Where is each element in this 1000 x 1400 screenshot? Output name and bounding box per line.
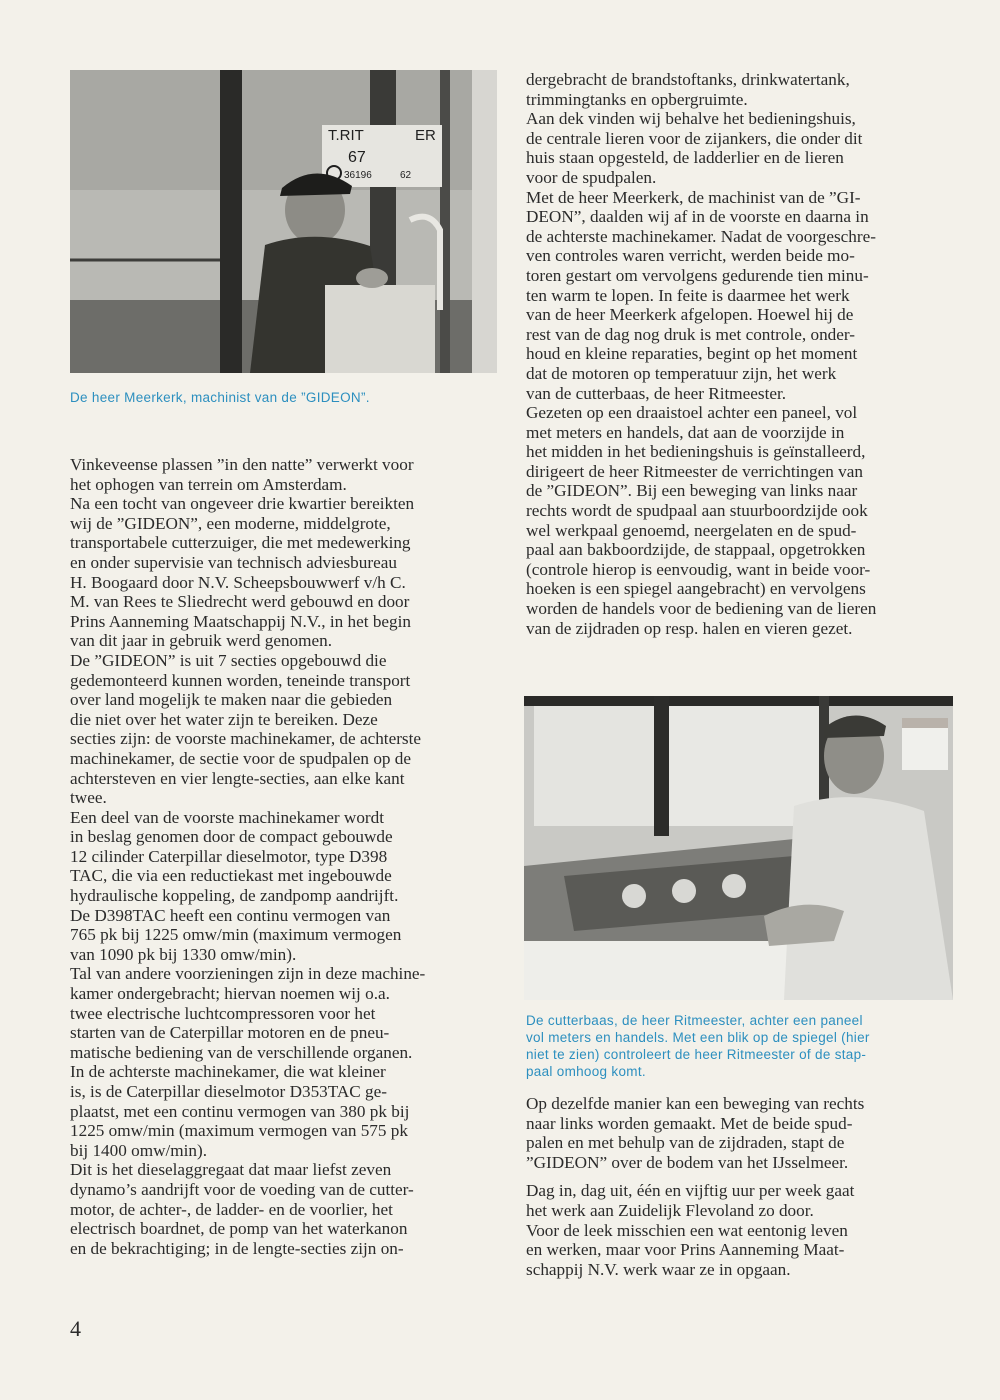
text-line: Tal van andere voorzieningen zijn in deze machine- <box>70 964 426 984</box>
text-line: die niet over het water zijn te bereiken. Deze <box>70 709 378 729</box>
text-line: H. Boogaard door N.V. Scheepsbouwwerf v/h C. <box>70 572 406 592</box>
text-line: worden de handels voor de bediening van de lieren <box>526 599 877 619</box>
text-line: over land mogelijk te maken naar die gebieden <box>70 690 393 710</box>
text-line: het midden in het bedieningshuis is geïnstalleerd, <box>526 442 866 462</box>
text-line: hoeken is een spiegel aangebracht) en vervolgens <box>526 579 866 599</box>
board-text-5: 62 <box>400 170 412 181</box>
photo-cutterbaas-image <box>524 696 953 1000</box>
text-line: twee. <box>70 788 107 808</box>
text-line: Op dezelfde manier kan een beweging van rechts <box>526 1094 865 1113</box>
text-line: De D398TAC heeft een continu vermogen van <box>70 905 391 925</box>
text-line: bij 1400 omw/min). <box>70 1140 208 1160</box>
text-line: TAC, die via een reductiekast met ingebouwde <box>70 866 392 886</box>
right-column-top <box>526 70 954 638</box>
text-line: rechts wordt de spudpaal aan stuurboordzijde ook <box>526 501 868 521</box>
board-text-3: 67 <box>348 149 366 166</box>
text-line: de achterste machinekamer. Nadat de voorgeschre- <box>526 226 876 246</box>
text-line: en werken, maar voor Prins Aanneming Maat- <box>526 1240 845 1260</box>
text-line: het werk aan Zuidelijk Flevoland zo door. <box>526 1200 814 1220</box>
text-line: transportabele cutterzuiger, die met medewerking <box>70 533 411 553</box>
board-text-1: T.RIT <box>328 127 364 144</box>
text-line: In de achterste machinekamer, die wat kleiner <box>70 1062 386 1082</box>
text-line: M. van Rees te Sliedrecht werd gebouwd en door <box>70 592 410 612</box>
text-line: gedemonteerd kunnen worden, teneinde transport <box>70 670 411 690</box>
text-line: dergebracht de brandstoftanks, drinkwatertank, <box>526 70 850 89</box>
text-line: schappij N.V. werk waar ze in opgaan. <box>526 1259 791 1279</box>
text-line: Aan dek vinden wij behalve het bedieningshuis, <box>526 109 856 129</box>
text-line: trimmingtanks en opbergruimte. <box>526 89 748 109</box>
text-line: naar links worden gemaakt. Met de beide spud- <box>526 1113 853 1133</box>
text-line: dat de motoren op temperatuur zijn, het werk <box>526 363 837 383</box>
text-line: 12 cilinder Caterpillar dieselmotor, type D398 <box>70 846 388 866</box>
text-line: hydraulische koppeling, de zandpomp aandrijft. <box>70 886 399 906</box>
text-line: achtersteven en vier lengte-secties, aan elke kant <box>70 768 405 788</box>
text-line: twee electrische luchtcompressoren voor het <box>70 1003 376 1023</box>
text-line: toren gestart om vervolgens gedurende tien minu- <box>526 265 869 285</box>
text-line: paal aan bakboordzijde, de stappaal, opgetrokken <box>526 540 866 560</box>
text-line: rest van de dag nog druk is met controle, onder- <box>526 324 855 344</box>
text-line: ”GIDEON” over de bodem van het IJsselmeer. <box>526 1152 849 1172</box>
text-line: (controle hierop is eenvoudig, want in beide voor- <box>526 559 871 579</box>
text-line: het ophogen van terrein om Amsterdam. <box>70 474 347 494</box>
text-line: motor, de achter-, de ladder- en de voorlier, het <box>70 1199 393 1219</box>
board-text-4: 36196 <box>344 170 372 181</box>
right-column-bottom <box>526 1094 954 1279</box>
text-line: ven controles waren verricht, werden beide mo- <box>526 246 855 266</box>
text-line: voor de spudpalen. <box>526 167 657 187</box>
text-line: wel werkpaal genoemd, neergelaten en de spud- <box>526 520 857 540</box>
text-line: Voor de leek misschien een wat eentonig leven <box>526 1220 848 1240</box>
photo-cutterbaas <box>524 696 953 1000</box>
text-line: Dit is het dieselaggregaat dat maar liefst zeven <box>70 1160 392 1180</box>
text-line: starten van de Caterpillar motoren en de pneu- <box>70 1023 390 1043</box>
text-line: Gezeten op een draaistoel achter een paneel, vol <box>526 403 858 423</box>
photo-machinist-image <box>70 70 497 373</box>
text-line: matische bediening van de verschillende organen. <box>70 1042 413 1062</box>
page-number: 4 <box>70 1316 81 1341</box>
text-line: van 1090 pk bij 1330 omw/min). <box>70 944 297 964</box>
text-line: Na een tocht van ongeveer drie kwartier bereikten <box>70 494 415 514</box>
text-line: is, is de Caterpillar dieselmotor D353TAC ge- <box>70 1082 388 1101</box>
text-line: met meters en handels, dat aan de voorzijde in <box>526 422 845 442</box>
board-text-2: ER <box>415 127 436 144</box>
caption-line: De cutterbaas, de heer Ritmeester, achter een paneel <box>526 1013 863 1028</box>
text-line: in beslag genomen door de compact gebouwde <box>70 827 393 847</box>
photo-caption-bottom <box>526 1012 954 1080</box>
text-line: de ”GIDEON”. Bij een beweging van links naar <box>526 481 858 501</box>
text-line: plaatst, met een continu vermogen van 380 pk bij <box>70 1101 410 1121</box>
text-line: Prins Aanneming Maatschappij N.V., in het begin <box>70 611 412 631</box>
text-line: kamer ondergebracht; hiervan noemen wij o.a. <box>70 984 390 1004</box>
text-line: en onder supervisie van technisch adviesbureau <box>70 552 397 572</box>
text-line: en de bekrachtiging; in de lengte-secties zijn on- <box>70 1238 404 1258</box>
photo-caption-top: De heer Meerkerk, machinist van de ”GIDEON”. <box>70 390 370 405</box>
text-line: secties zijn: de voorste machinekamer, de achterste <box>70 729 422 749</box>
photo-machinist <box>70 70 497 373</box>
text-line: 765 pk bij 1225 omw/min (maximum vermogen <box>70 925 402 945</box>
text-line: machinekamer, de sectie voor de spudpalen op de <box>70 748 412 768</box>
text-line: 1225 omw/min (maximum vermogen van 575 pk <box>70 1121 408 1141</box>
text-line: Dag in, dag uit, één en vijftig uur per week gaat <box>526 1181 855 1201</box>
text-line: de centrale lieren voor de zijankers, die onder dit <box>526 128 863 148</box>
text-line: ten warm te lopen. In feite is daarmee het werk <box>526 285 850 305</box>
text-line: van de heer Meerkerk afgelopen. Hoewel hij de <box>526 305 854 325</box>
caption-line: niet te zien) controleert de heer Ritmeester of de stap- <box>526 1047 867 1062</box>
text-line: dirigeert de heer Ritmeester de verrichtingen van <box>526 461 863 481</box>
left-column <box>70 455 497 1258</box>
text-line: Een deel van de voorste machinekamer wordt <box>70 807 385 827</box>
text-line: Vinkeveense plassen ”in den natte” verwerkt voor <box>70 455 414 474</box>
text-line: palen en met behulp van de zijdraden, stapt de <box>526 1133 845 1153</box>
text-line: Met de heer Meerkerk, de machinist van de ”GI- <box>526 187 861 207</box>
text-line: huis staan opgesteld, de ladderlier en de lieren <box>526 148 844 168</box>
text-line: houd en kleine reparaties, begint op het moment <box>526 344 858 364</box>
text-line: van de zijdraden op resp. halen en vieren gezet. <box>526 618 853 638</box>
text-line: DEON”, daalden wij af in de voorste en daarna in <box>526 207 869 227</box>
text-line: electrisch boardnet, de pomp van het waterkanon <box>70 1219 408 1239</box>
text-line: van de cutterbaas, de heer Ritmeester. <box>526 383 787 403</box>
text-line: dynamo’s aandrijft voor de voeding van de cutter- <box>70 1179 414 1199</box>
text-line: van dit jaar in gebruik werd genomen. <box>70 631 333 651</box>
text-line: wij de ”GIDEON”, een moderne, middelgrote, <box>70 513 391 533</box>
caption-line: vol meters en handels. Met een blik op de spiegel (hier <box>526 1030 870 1045</box>
text-line: De ”GIDEON” is uit 7 secties opgebouwd die <box>70 650 387 670</box>
caption-line: paal omhoog komt. <box>526 1064 646 1079</box>
